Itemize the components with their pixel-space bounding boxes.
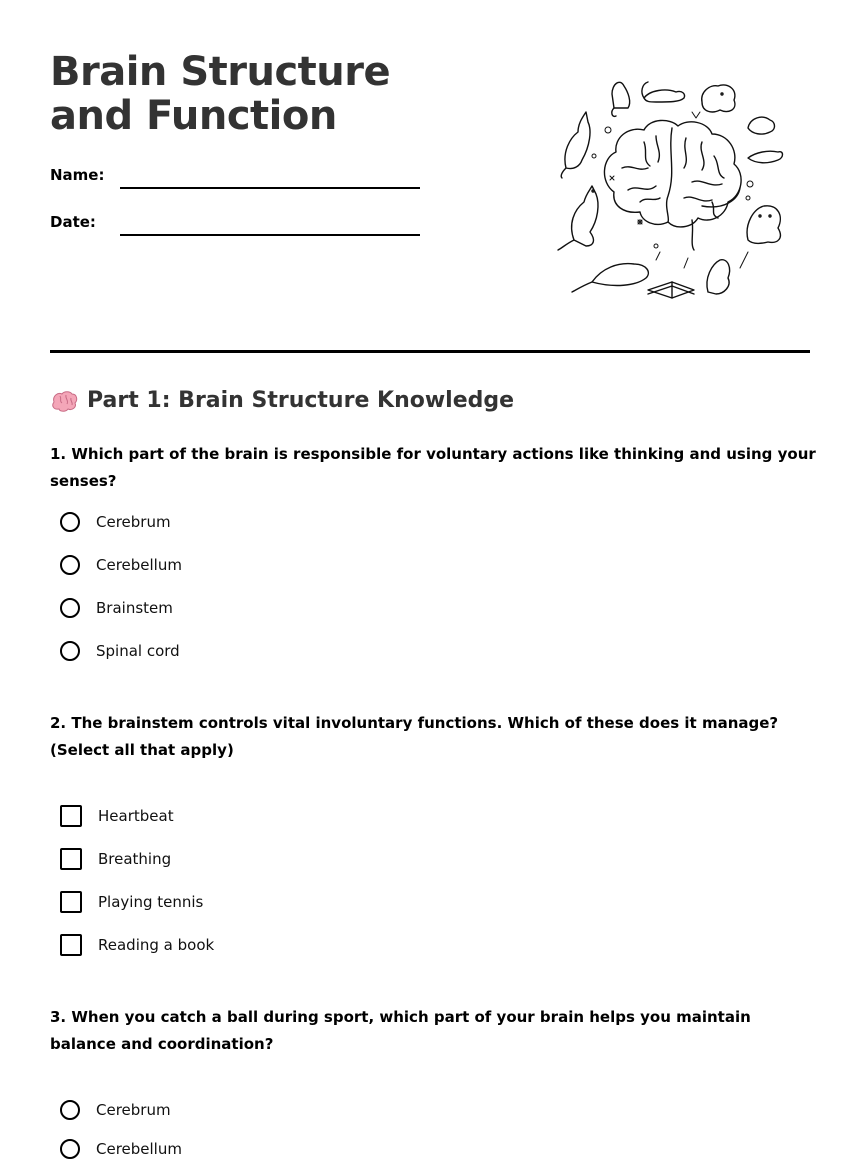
question-2-option-3[interactable] <box>60 890 203 914</box>
checkbox[interactable] <box>60 891 82 913</box>
section-title-text: Part 1: Brain Structure Knowledge <box>87 388 515 413</box>
option-label: Cerebellum <box>96 556 182 574</box>
name-field[interactable] <box>120 187 420 189</box>
radio-button[interactable] <box>60 598 80 618</box>
question-1-text: 1. Which part of the brain is responsible for voluntary actions like thinking and using your senses? <box>50 445 816 490</box>
quoll-drawing-icon <box>642 82 685 102</box>
option-label: Cerebrum <box>96 513 171 531</box>
question-2-option-2[interactable] <box>60 847 171 871</box>
question-2-text: 2. The brainstem controls vital involuntary functions. Which of these does it manage? (Select all that apply) <box>50 714 779 759</box>
question-1-option-2[interactable] <box>60 553 182 577</box>
option-label: Brainstem <box>96 599 173 617</box>
question-2-option-4[interactable] <box>60 933 214 957</box>
question-2-option-1[interactable] <box>60 804 174 828</box>
option-label: Breathing <box>98 850 172 868</box>
question-1-option-3[interactable] <box>60 596 173 620</box>
small-marsupial-drawing-icon <box>707 260 730 294</box>
koala-sitting-drawing-icon <box>747 206 780 244</box>
question-3-option-2[interactable] <box>60 1137 182 1161</box>
numbat-drawing-icon <box>572 264 648 292</box>
koala-drawing-icon <box>702 85 735 112</box>
option-label: Reading a book <box>98 936 215 954</box>
option-label: Cerebellum <box>96 1140 182 1158</box>
kangaroo-drawing-icon <box>558 186 598 250</box>
question-3-text: 3. When you catch a ball during sport, which part of your brain helps you maintain balance and coordination? <box>50 1008 751 1053</box>
wallaby-drawing-icon <box>561 112 590 178</box>
brain-emoji-icon <box>50 390 78 412</box>
radio-button[interactable] <box>60 1139 80 1159</box>
radio-button[interactable] <box>60 641 80 661</box>
brain-with-animals-illustration <box>552 72 792 302</box>
decorative-sparkles-icon <box>592 112 753 268</box>
option-label: Heartbeat <box>98 807 174 825</box>
question-3-option-1[interactable] <box>60 1098 171 1122</box>
question-1-option-1[interactable] <box>60 510 171 534</box>
radio-button[interactable] <box>60 1100 80 1120</box>
radio-button[interactable] <box>60 555 80 575</box>
checkbox[interactable] <box>60 848 82 870</box>
brain-drawing-icon <box>604 120 741 250</box>
books-drawing-icon <box>648 282 694 298</box>
page-title: Brain Structure and Function <box>50 49 391 139</box>
section-title-part1 <box>50 388 514 413</box>
date-field[interactable] <box>120 234 420 236</box>
option-label: Cerebrum <box>96 1101 171 1119</box>
option-label: Playing tennis <box>98 893 204 911</box>
header-divider <box>50 350 810 353</box>
possum-drawing-icon <box>612 82 630 116</box>
checkbox[interactable] <box>60 805 82 827</box>
option-label: Spinal cord <box>96 642 180 660</box>
name-label: Name: <box>50 166 105 184</box>
bilby-drawing-icon <box>748 151 783 163</box>
checkbox[interactable] <box>60 934 82 956</box>
question-1-option-4[interactable] <box>60 639 180 663</box>
radio-button[interactable] <box>60 512 80 532</box>
wombat-drawing-icon <box>748 117 775 134</box>
date-label: Date: <box>50 213 96 231</box>
